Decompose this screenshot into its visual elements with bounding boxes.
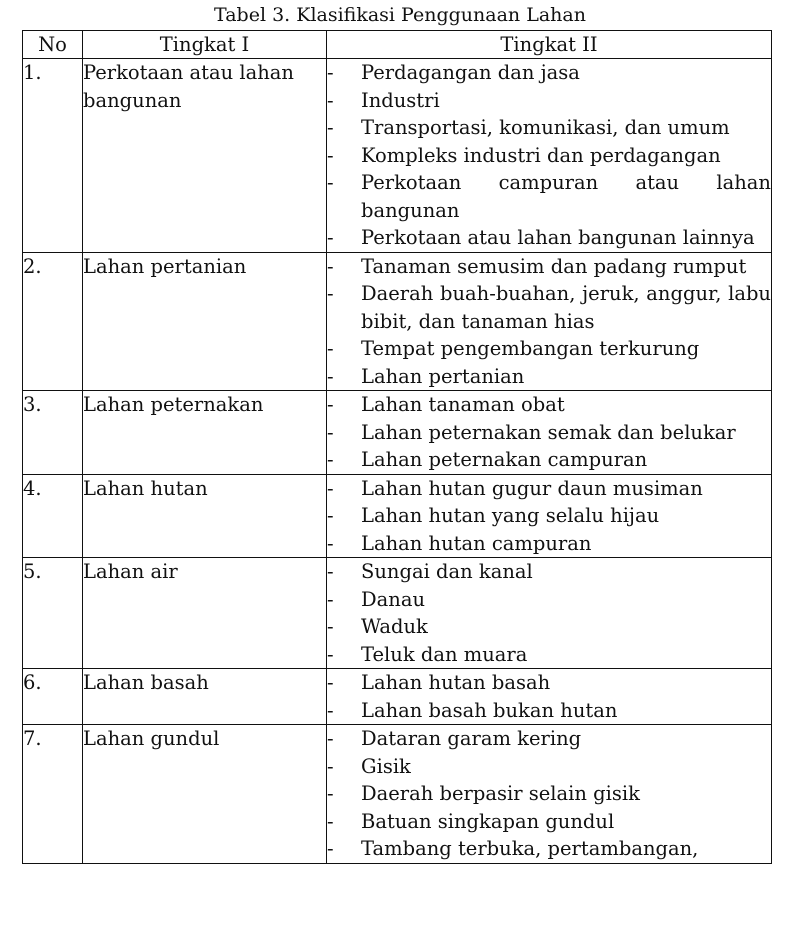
tingkat-2-list [327, 669, 771, 724]
row-number: 3. [23, 391, 83, 475]
list-item: - Daerah berpasir selain gisik [327, 780, 771, 808]
list-item: - Dataran garam kering [327, 725, 771, 753]
table-row [23, 252, 772, 391]
tingkat-2-list [327, 725, 771, 863]
tingkat-1-cell: Perkotaan atau lahan bangunan [83, 59, 327, 253]
list-item: - Gisik [327, 753, 771, 781]
table-row [23, 59, 772, 253]
tingkat-2-list [327, 391, 771, 474]
tingkat-2-cell [327, 252, 772, 391]
tingkat-2-list [327, 558, 771, 668]
row-number: 6. [23, 669, 83, 725]
list-item: - Industri [327, 87, 771, 115]
list-item: - Lahan tanaman obat [327, 391, 771, 419]
list-item: - Kompleks industri dan perdagangan [327, 142, 771, 170]
tingkat-1-cell: Lahan pertanian [83, 252, 327, 391]
list-item: - Perdagangan dan jasa [327, 59, 771, 87]
list-item: - Lahan peternakan semak dan belukar [327, 419, 771, 447]
row-number: 4. [23, 474, 83, 558]
table-row [23, 474, 772, 558]
list-item: - Perkotaan atau lahan bangunan lainnya [327, 224, 771, 252]
row-number: 5. [23, 558, 83, 669]
table-row [23, 725, 772, 864]
list-item: - Tambang terbuka, pertambangan, [327, 835, 771, 863]
table-caption: Tabel 3. Klasifikasi Penggunaan Lahan [214, 4, 586, 26]
list-item: - Lahan peternakan campuran [327, 446, 771, 474]
list-item: - Lahan hutan yang selalu hijau [327, 502, 771, 530]
list-item: - Lahan hutan basah [327, 669, 771, 697]
list-item: - Lahan basah bukan hutan [327, 697, 771, 725]
list-item: - Lahan hutan campuran [327, 530, 771, 558]
tingkat-2-cell [327, 725, 772, 864]
row-number: 7. [23, 725, 83, 864]
row-number: 1. [23, 59, 83, 253]
list-item: - Tanaman semusim dan padang rumput [327, 253, 771, 281]
tingkat-1-cell: Lahan air [83, 558, 327, 669]
tingkat-2-cell [327, 669, 772, 725]
tingkat-2-cell [327, 391, 772, 475]
tingkat-2-cell [327, 59, 772, 253]
table-row [23, 669, 772, 725]
list-item: - Teluk dan muara [327, 641, 771, 669]
tingkat-2-list [327, 253, 771, 391]
tingkat-2-list [327, 59, 771, 252]
list-item: - Tempat pengembangan terkurung [327, 335, 771, 363]
list-item: - Batuan singkapan gundul [327, 808, 771, 836]
row-number: 2. [23, 252, 83, 391]
header-no: No [23, 31, 83, 59]
tingkat-1-cell: Lahan hutan [83, 474, 327, 558]
table-row [23, 391, 772, 475]
tingkat-1-cell: Lahan basah [83, 669, 327, 725]
list-item: - Perkotaan campuran atau lahan bangunan [327, 169, 771, 224]
list-item: - Sungai dan kanal [327, 558, 771, 586]
list-item: - Danau [327, 586, 771, 614]
tingkat-2-list [327, 475, 771, 558]
header-tingkat-2: Tingkat II [327, 31, 772, 59]
table-body [23, 59, 772, 864]
table-row [23, 558, 772, 669]
tingkat-2-cell [327, 558, 772, 669]
tingkat-1-cell: Lahan gundul [83, 725, 327, 864]
list-item: - Transportasi, komunikasi, dan umum [327, 114, 771, 142]
header-tingkat-1: Tingkat I [83, 31, 327, 59]
list-item: - Lahan hutan gugur daun musiman [327, 475, 771, 503]
tingkat-1-cell: Lahan peternakan [83, 391, 327, 475]
list-item: - Daerah buah-buahan, jeruk, anggur, labu bibit, dan tanaman hias [327, 280, 771, 335]
land-use-classification-table [22, 30, 772, 864]
tingkat-2-cell [327, 474, 772, 558]
list-item: - Lahan pertanian [327, 363, 771, 391]
header-row [23, 31, 772, 59]
list-item: - Waduk [327, 613, 771, 641]
